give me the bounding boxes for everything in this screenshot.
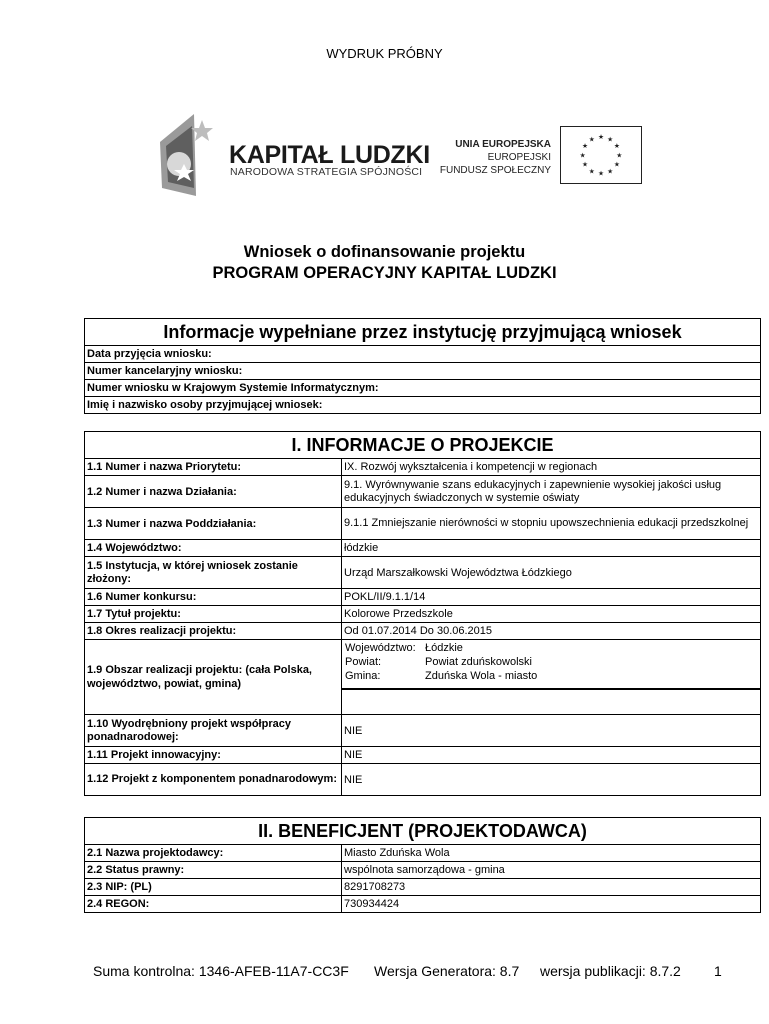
eu-flag-icon xyxy=(560,126,642,184)
field-label: 2.2 Status prawny: xyxy=(85,862,342,879)
eu-star-icon: ★ xyxy=(613,142,620,151)
field-value: wspólnota samorządowa - gmina xyxy=(342,862,761,879)
field-label: 1.12 Projekt z komponentem ponadnarodowym: xyxy=(85,764,342,796)
project-info-table xyxy=(84,431,761,796)
field-label: 1.2 Numer i nazwa Działania: xyxy=(85,476,342,508)
area-details xyxy=(342,640,760,684)
field-label: 1.4 Województwo: xyxy=(85,540,342,557)
field-label: 1.3 Numer i nazwa Poddziałania: xyxy=(85,508,342,540)
beneficiary-heading: II. BENEFICJENT (PROJEKTODAWCA) xyxy=(85,818,761,845)
eu-logo-text xyxy=(391,138,551,177)
field-value: 730934424 xyxy=(342,896,761,913)
field-value: NIE xyxy=(342,764,761,796)
project-heading: I. INFORMACJE O PROJEKCIE xyxy=(85,432,761,459)
field-value: Miasto Zduńska Wola xyxy=(342,845,761,862)
field-value: IX. Rozwój wykształcenia i kompetencji w regionach xyxy=(342,459,761,476)
eu-star-icon: ★ xyxy=(588,167,595,176)
field-label: 2.3 NIP: (PL) xyxy=(85,879,342,896)
eu-star-icon: ★ xyxy=(588,135,595,144)
eu-logo-line1: UNIA EUROPEJSKA xyxy=(455,139,551,150)
field-value: 9.1.1 Zmniejszanie nierówności w stopniu upowszechnienia edukacji przedszkolnej xyxy=(342,508,761,540)
county-label: Powiat: xyxy=(345,656,382,668)
field-label: 1.1 Numer i nazwa Priorytetu: xyxy=(85,459,342,476)
office-number-field: Numer kancelaryjny wniosku: xyxy=(85,363,761,380)
ksi-number-field: Numer wniosku w Krajowym Systemie Informatycznym: xyxy=(85,380,761,397)
receiver-name-field: Imię i nazwisko osoby przyjmującej wniosek: xyxy=(85,397,761,414)
eu-star-icon: ★ xyxy=(613,160,620,169)
field-value: Od 01.07.2014 Do 30.06.2015 xyxy=(342,623,761,640)
institution-heading: Informacje wypełniane przez instytucję przyjmującą wniosek xyxy=(85,319,761,346)
field-label: 1.7 Tytuł projektu: xyxy=(85,606,342,623)
eu-star-icon: ★ xyxy=(616,151,623,160)
received-date-field: Data przyjęcia wniosku: xyxy=(85,346,761,363)
document-title: Wniosek o dofinansowanie projektu xyxy=(243,243,526,261)
eu-star-icon: ★ xyxy=(582,142,589,151)
field-label: 2.4 REGON: xyxy=(85,896,342,913)
kapital-ludzki-logo-title: KAPITAŁ LUDZKI xyxy=(229,141,430,169)
voivodeship-value: Łódzkie xyxy=(425,642,463,654)
field-label: 1.11 Projekt innowacyjny: xyxy=(85,747,342,764)
commune-label: Gmina: xyxy=(345,670,381,682)
eu-star-icon: ★ xyxy=(597,133,605,142)
commune-value: Zduńska Wola - miasto xyxy=(425,670,538,682)
county-value: Powiat zduńskowolski xyxy=(425,656,532,668)
field-label: 1.10 Wyodrębniony projekt współpracy ponadnarodowej: xyxy=(85,715,342,747)
eu-star-icon: ★ xyxy=(582,160,589,169)
field-value: Urząd Marszałkowski Województwa Łódzkiego xyxy=(342,557,761,589)
document-subtitle: PROGRAM OPERACYJNY KAPITAŁ LUDZKI xyxy=(212,264,557,282)
field-label: 1.8 Okres realizacji projektu: xyxy=(85,623,342,640)
eu-star-icon: ★ xyxy=(597,169,605,178)
eu-star-icon: ★ xyxy=(607,135,614,144)
field-value: 9.1. Wyrównywanie szans edukacyjnych i zapewnienie wysokiej jakości usług edukacyjnych świadczonych w systemie oświaty xyxy=(342,476,761,508)
eu-star-icon: ★ xyxy=(607,167,614,176)
voivodeship-label: Województwo: xyxy=(345,642,416,654)
kapital-ludzki-emblem xyxy=(156,112,218,198)
footer-publication-version: wersja publikacji: 8.7.2 xyxy=(540,963,681,979)
area-divider xyxy=(342,688,760,690)
beneficiary-info-table xyxy=(84,817,761,913)
footer-page-number: 1 xyxy=(714,963,722,979)
field-value: Kolorowe Przedszkole xyxy=(342,606,761,623)
field-value: łódzkie xyxy=(342,540,761,557)
field-label: 1.6 Numer konkursu: xyxy=(85,589,342,606)
field-label: 2.1 Nazwa projektodawcy: xyxy=(85,845,342,862)
field-value: 8291708273 xyxy=(342,879,761,896)
field-value: NIE xyxy=(342,747,761,764)
footer-generator-version: Wersja Generatora: 8.7 xyxy=(374,963,520,979)
eu-star-icon: ★ xyxy=(579,151,586,160)
kapital-ludzki-logo-subtitle: NARODOWA STRATEGIA SPÓJNOŚCI xyxy=(230,166,423,178)
area-label: 1.9 Obszar realizacji projektu: (cała Polska, województwo, powiat, gmina) xyxy=(85,640,342,715)
print-preview-note: WYDRUK PRÓBNY xyxy=(326,46,443,61)
eu-logo-line3: FUNDUSZ SPOŁECZNY xyxy=(439,165,551,176)
institution-info-table xyxy=(84,318,761,414)
eu-logo-line2: EUROPEJSKI xyxy=(487,152,551,163)
field-value: POKL/II/9.1.1/14 xyxy=(342,589,761,606)
field-label: 1.5 Instytucja, w której wniosek zostanie złożony: xyxy=(85,557,342,589)
field-value: NIE xyxy=(342,715,761,747)
footer-checksum: Suma kontrolna: 1346-AFEB-11A7-CC3F xyxy=(93,963,349,979)
